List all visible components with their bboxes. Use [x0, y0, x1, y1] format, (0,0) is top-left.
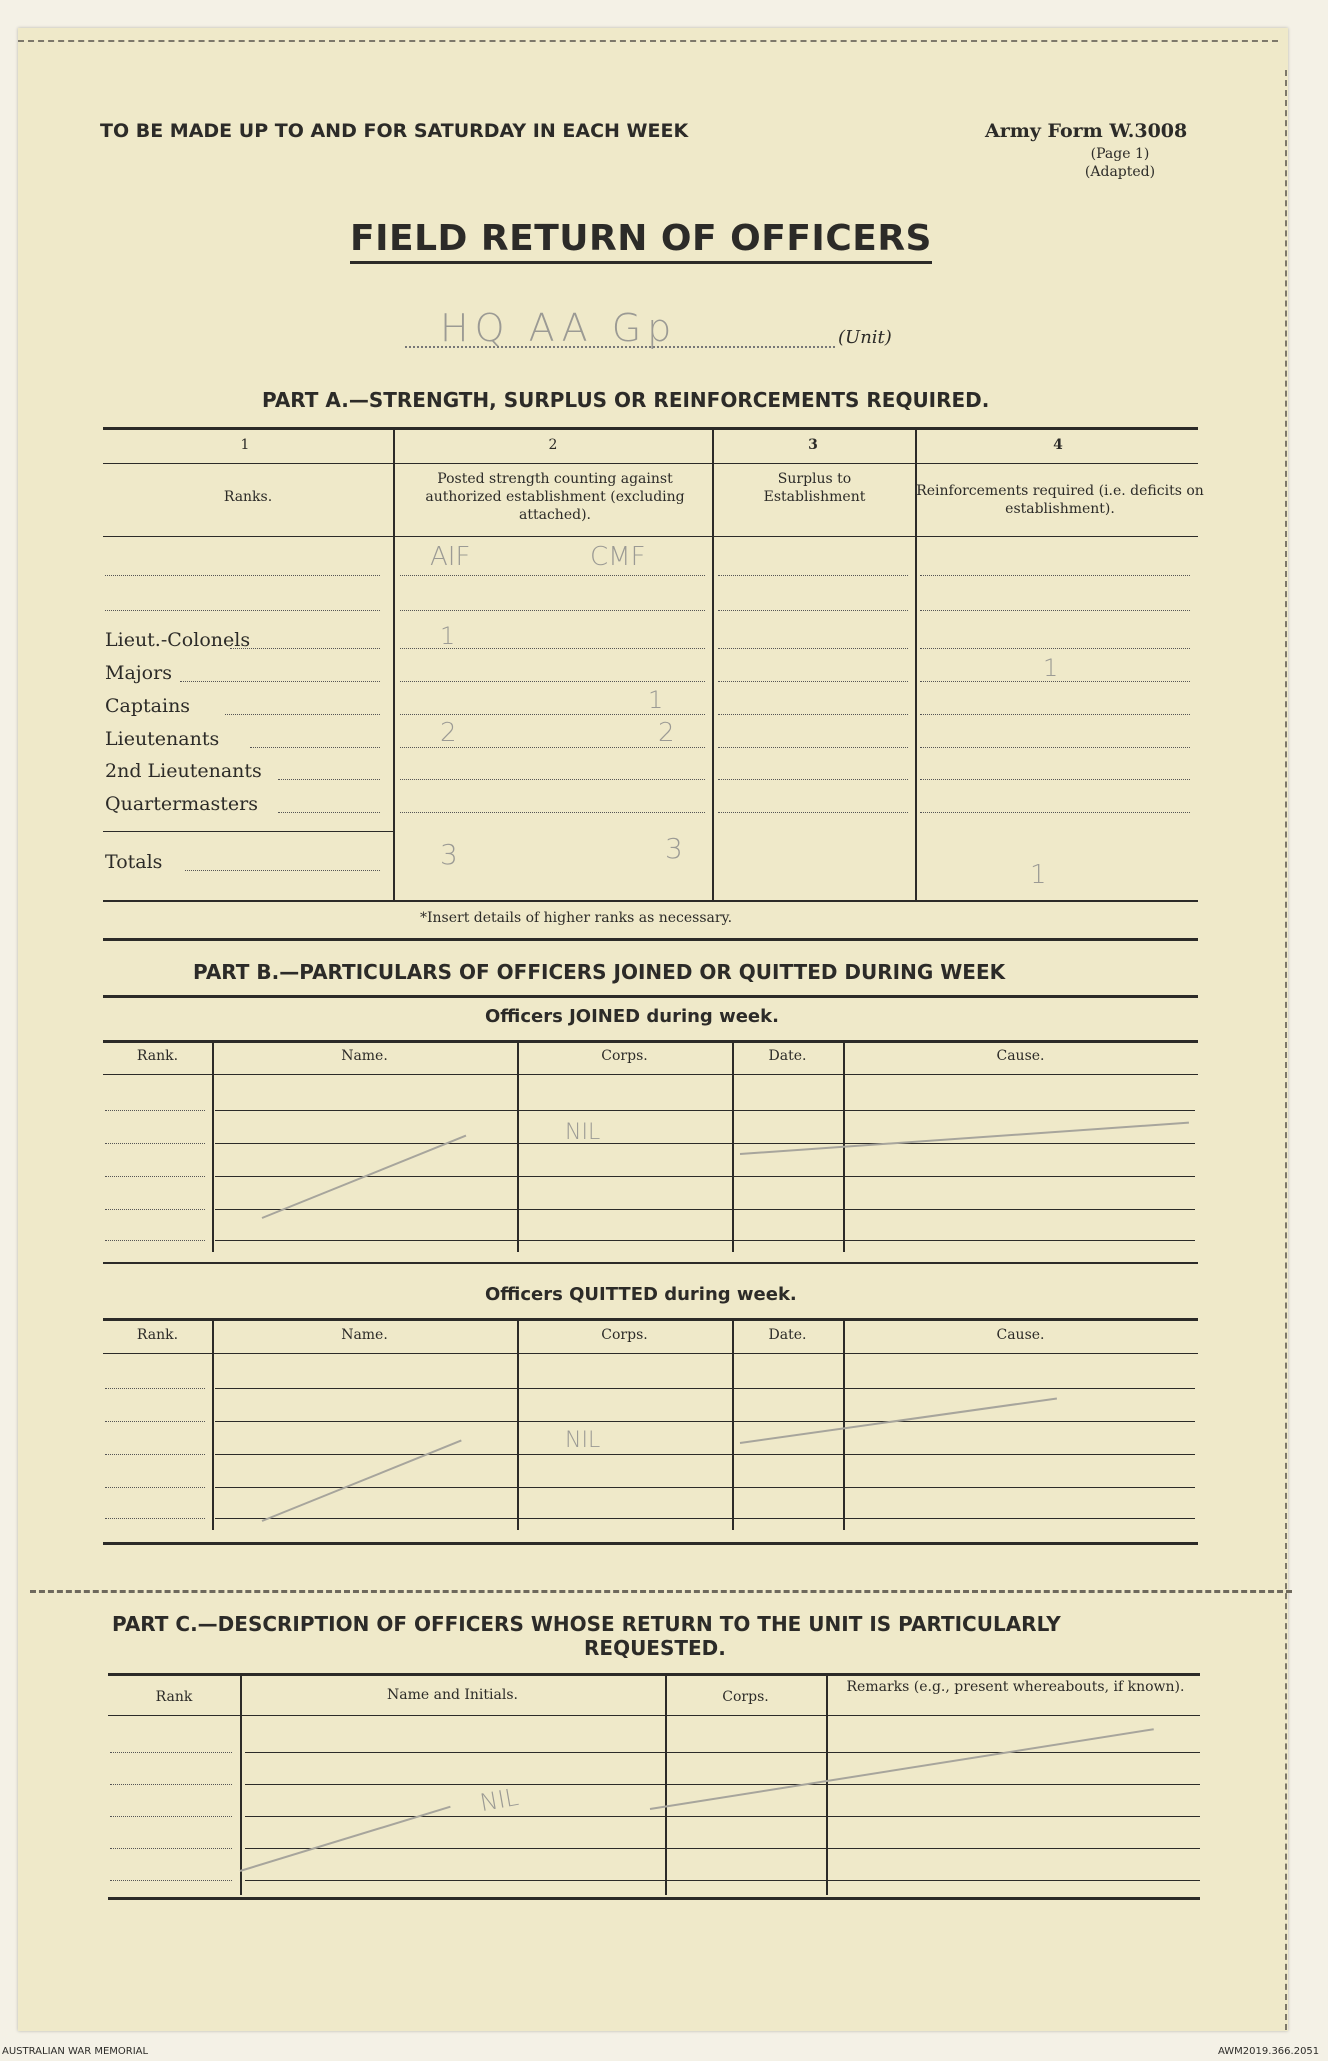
- rule: [105, 1487, 205, 1488]
- part-c-col-remarks: Remarks (e.g., present whereabouts, if known).: [846, 1679, 1185, 1695]
- perforation-top: [18, 40, 1278, 42]
- rule: [103, 900, 1198, 902]
- rule: [185, 870, 380, 871]
- rule: [110, 1848, 232, 1849]
- col-number: 4: [1053, 437, 1063, 453]
- rule: [245, 1784, 1200, 1785]
- rule: [920, 747, 1190, 748]
- rule: [105, 1176, 205, 1177]
- joined-heading: Officers JOINED during week.: [485, 1006, 779, 1027]
- part-c-col-corps: Corps.: [722, 1689, 769, 1705]
- rule: [400, 714, 705, 715]
- col-number: 2: [548, 437, 558, 453]
- rule: [108, 1715, 1200, 1716]
- quitted-heading: Officers QUITTED during week.: [485, 1284, 797, 1305]
- page-title: FIELD RETURN OF OFFICERS: [350, 218, 932, 264]
- rule: [278, 812, 380, 813]
- rule: [718, 575, 908, 576]
- joined-col-date: Date.: [768, 1048, 807, 1064]
- rule: [843, 1318, 845, 1530]
- rule: [110, 1752, 232, 1753]
- footer-institution: AUSTRALIAN WAR MEMORIAL: [2, 2046, 149, 2057]
- joined-col-corps: Corps.: [601, 1048, 648, 1064]
- rule: [108, 1673, 1200, 1676]
- rule: [718, 779, 908, 780]
- rank-lieutenants: Lieutenants: [105, 728, 220, 750]
- sub-head-cmf: CMF: [590, 542, 646, 572]
- unit-label: (Unit): [838, 327, 892, 348]
- rule: [110, 1880, 232, 1881]
- rule: [718, 648, 908, 649]
- col-head-surplus: Surplus to Establishment: [763, 471, 866, 505]
- rule: [245, 1880, 1200, 1881]
- col-number: 3: [808, 437, 818, 453]
- footnote: *Insert details of higher ranks as necessary.: [420, 910, 733, 926]
- entry-majors-reinforcements: 1: [1043, 654, 1059, 682]
- rule: [103, 463, 1198, 464]
- rule: [393, 427, 395, 900]
- rule: [212, 1040, 214, 1252]
- entry-totals-cmf: 3: [665, 832, 683, 865]
- rule: [110, 1784, 232, 1785]
- page-number: (Page 1): [1090, 146, 1150, 162]
- rule: [215, 1518, 1195, 1519]
- part-c-heading: [112, 1612, 1202, 1636]
- part-c-col-rank: Rank: [155, 1689, 193, 1705]
- rule: [517, 1040, 519, 1252]
- col-head-reinforcements: Reinforcements required (i.e. deficits on establishment).: [916, 483, 1204, 517]
- rule: [103, 1074, 1198, 1075]
- quitted-nil: NIL: [565, 1428, 601, 1453]
- rule: [718, 610, 908, 611]
- quitted-col-rank: Rank.: [136, 1327, 179, 1343]
- sub-head-aif: AIF: [430, 542, 471, 572]
- rank-majors: Majors: [105, 662, 172, 684]
- rule: [920, 714, 1190, 715]
- joined-col-name: Name.: [341, 1048, 388, 1064]
- entry-totals-aif: 3: [440, 838, 458, 871]
- entry-captains-cmf: 1: [648, 686, 664, 714]
- rule: [718, 747, 908, 748]
- rule: [215, 1110, 1195, 1111]
- entry-lt-col-aif: 1: [440, 622, 456, 650]
- instruction-text: TO BE MADE UP TO AND FOR SATURDAY IN EACH WEEK: [100, 120, 689, 142]
- rule: [250, 747, 380, 748]
- part-a-heading: PART A.—STRENGTH, SURPLUS OR REINFORCEMENTS REQUIRED.: [262, 388, 990, 412]
- footer-accession: AWM2019.366.2051: [1218, 2046, 1320, 2057]
- rule: [732, 1318, 734, 1530]
- joined-col-cause: Cause.: [996, 1048, 1045, 1064]
- rule: [105, 1518, 205, 1519]
- rule: [103, 1353, 1198, 1354]
- rule: [400, 681, 705, 682]
- rule: [110, 1816, 232, 1817]
- rank-totals: Totals: [105, 851, 163, 873]
- rule: [105, 610, 380, 611]
- rule: [105, 1110, 205, 1111]
- perforation-right: [1285, 70, 1287, 2030]
- rule: [103, 938, 1198, 941]
- col-head-ranks: Ranks.: [223, 489, 273, 505]
- rule: [920, 575, 1190, 576]
- col-head-posted: Posted strength counting against authorized establishment (excluding attached).: [425, 471, 685, 523]
- quitted-col-corps: Corps.: [601, 1327, 648, 1343]
- rule: [718, 812, 908, 813]
- rule: [920, 648, 1190, 649]
- rule: [400, 610, 705, 611]
- rule: [920, 610, 1190, 611]
- part-c-heading-line1: PART C.—DESCRIPTION OF OFFICERS WHOSE RETURN TO THE UNIT IS PARTICULARLY: [112, 1612, 1061, 1636]
- joined-nil: NIL: [565, 1120, 601, 1145]
- entry-lieutenants-cmf: 2: [658, 718, 675, 748]
- perforation-middle: [30, 1590, 1292, 1593]
- rule: [105, 1388, 205, 1389]
- part-c-col-name: Name and Initials.: [387, 1687, 518, 1703]
- rule: [732, 1040, 734, 1252]
- part-c-heading-line2: REQUESTED.: [584, 1636, 726, 1660]
- rule: [215, 1143, 1195, 1144]
- rule: [215, 1209, 1195, 1210]
- rule: [718, 681, 908, 682]
- rule: [103, 1318, 1198, 1321]
- rule: [245, 1816, 1200, 1817]
- rule: [920, 812, 1190, 813]
- rule: [215, 1240, 1195, 1241]
- rule: [103, 536, 1198, 537]
- rule: [245, 1848, 1200, 1849]
- rank-2nd-lieutenants: 2nd Lieutenants: [105, 760, 262, 782]
- entry-lieutenants-aif: 2: [440, 718, 457, 748]
- rule: [712, 427, 714, 900]
- rank-lt-colonels: Lieut.-Colonels: [105, 629, 251, 651]
- rule: [225, 714, 380, 715]
- quitted-col-date: Date.: [768, 1327, 807, 1343]
- rule: [103, 427, 1198, 430]
- adapted-note: (Adapted): [1084, 164, 1156, 180]
- rule: [215, 1388, 1195, 1389]
- part-b-heading: PART B.—PARTICULARS OF OFFICERS JOINED OR QUITTED DURING WEEK: [193, 960, 1006, 984]
- rule: [103, 995, 1198, 998]
- rule: [215, 1454, 1195, 1455]
- part-c-nil: NIL: [477, 1782, 521, 1818]
- rule: [108, 1897, 1200, 1900]
- rule: [215, 1487, 1195, 1488]
- rule: [105, 1209, 205, 1210]
- rule: [105, 575, 380, 576]
- rank-quartermasters: Quartermasters: [105, 793, 258, 815]
- rule: [278, 779, 380, 780]
- rule: [718, 714, 908, 715]
- rule: [105, 1143, 205, 1144]
- rule: [230, 648, 380, 649]
- rule: [517, 1318, 519, 1530]
- rule: [215, 1421, 1195, 1422]
- rule: [920, 779, 1190, 780]
- rule: [105, 1454, 205, 1455]
- joined-col-rank: Rank.: [136, 1048, 179, 1064]
- form-number: Army Form W.3008: [985, 120, 1188, 142]
- rank-captains: Captains: [105, 695, 191, 717]
- entry-totals-reinforcements: 1: [1030, 860, 1047, 890]
- rule: [103, 831, 393, 832]
- rule: [400, 779, 705, 780]
- quitted-col-name: Name.: [341, 1327, 388, 1343]
- rule: [212, 1318, 214, 1530]
- rule: [103, 1542, 1198, 1545]
- rule: [245, 1752, 1200, 1753]
- rule: [400, 575, 705, 576]
- rule: [103, 1262, 1198, 1264]
- rule: [180, 681, 380, 682]
- rule: [105, 1421, 205, 1422]
- rule: [400, 812, 705, 813]
- unit-value: HQ AA Gp: [440, 306, 678, 350]
- quitted-col-cause: Cause.: [996, 1327, 1045, 1343]
- rule: [103, 1040, 1198, 1043]
- rule: [105, 1240, 205, 1241]
- rule: [240, 1673, 242, 1895]
- col-number: 1: [240, 437, 250, 453]
